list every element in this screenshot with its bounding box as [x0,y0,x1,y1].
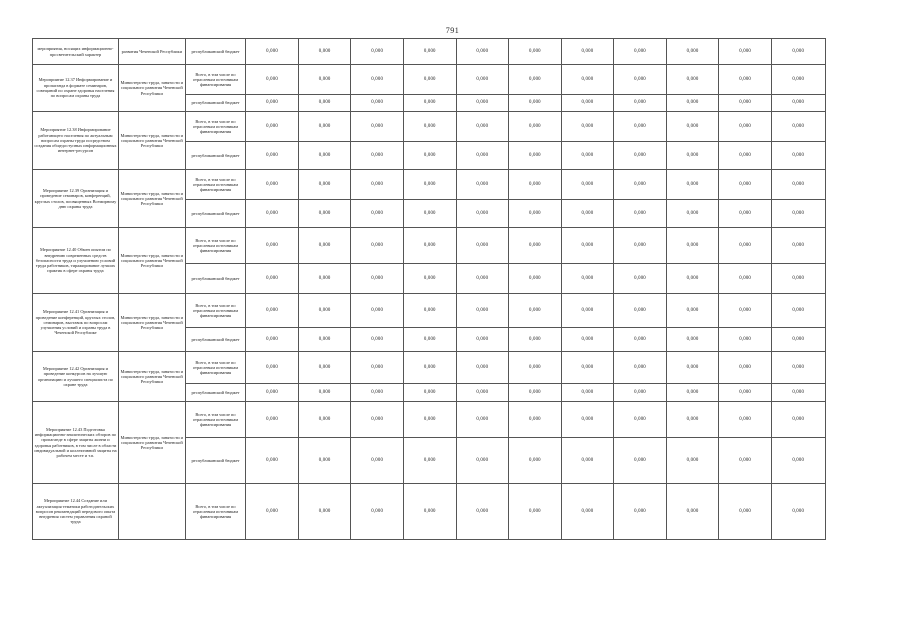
value-cell: 0,000 [561,484,614,540]
value-cell: 0,000 [561,328,614,352]
value-cell: 0,000 [351,39,404,65]
value-cell: 0,000 [298,112,351,142]
value-cell: 0,000 [614,294,667,328]
value-cell: 0,000 [246,228,299,264]
value-cell: 0,000 [351,95,404,112]
value-cell: 0,000 [246,402,299,438]
value-cell: 0,000 [666,352,719,384]
table-row [33,352,860,384]
value-cell: 0,000 [771,39,825,65]
table-row [33,402,860,438]
value-cell: 0,000 [614,170,667,200]
value-cell: 0,000 [771,384,825,402]
value-cell: 0,000 [719,65,772,95]
value-cell: 0,000 [246,352,299,384]
value-cell: 0,000 [666,384,719,402]
funding-source-cell: Всего, в том числе по отраслевым источникам финансирования [185,65,246,95]
value-cell: 0,000 [666,438,719,484]
value-cell: 0,000 [298,228,351,264]
value-cell: 0,000 [246,484,299,540]
value-cell: 0,000 [771,95,825,112]
value-cell: 0,000 [666,200,719,228]
executor-cell: Министерство труда, занятости и социального развития Чеченской Республики [118,352,185,402]
value-cell: 0,000 [298,142,351,170]
funding-source-cell: республиканский бюджет [185,95,246,112]
table-row [33,112,860,142]
value-cell: 0,000 [403,228,456,264]
value-cell: 0,000 [719,352,772,384]
value-cell: 0,000 [561,112,614,142]
value-cell: 0,000 [666,142,719,170]
value-cell: 0,000 [509,384,562,402]
value-cell: 0,000 [246,264,299,294]
value-cell: 0,000 [456,484,509,540]
value-cell: 0,000 [351,294,404,328]
value-cell: 0,000 [403,352,456,384]
value-cell: 0,000 [403,200,456,228]
value-cell: 0,000 [246,438,299,484]
funding-source-cell: республиканский бюджет [185,438,246,484]
value-cell: 0,000 [298,352,351,384]
measure-name-cell: Мероприятие 12.44 Создание или актуализация тематики работодательских вопросов рекомендаций передового опыта внедрения систем управления охраной труда [33,484,119,540]
funding-source-cell: республиканский бюджет [185,200,246,228]
table-row [33,228,860,264]
value-cell: 0,000 [719,484,772,540]
value-cell: 0,000 [351,484,404,540]
value-cell: 0,000 [561,438,614,484]
value-cell: 0,000 [246,142,299,170]
value-cell: 0,000 [719,142,772,170]
value-cell: 0,000 [456,65,509,95]
value-cell: 0,000 [561,39,614,65]
value-cell: 0,000 [351,352,404,384]
value-cell: 0,000 [561,142,614,170]
table-row [33,484,860,540]
funding-table [32,38,860,540]
table-row [33,39,860,65]
value-cell: 0,000 [456,328,509,352]
value-cell: 0,000 [666,39,719,65]
value-cell: 0,000 [719,384,772,402]
value-cell: 0,000 [614,484,667,540]
table-row [33,294,860,328]
value-cell: 0,000 [719,112,772,142]
value-cell: 0,000 [509,294,562,328]
value-cell: 0,000 [298,438,351,484]
measure-name-cell: Мероприятие 12.38 Информирование работающего населения по актуальным вопросам охраны труда посредством создания общедоступных информационных интернет-ресурсов [33,112,119,170]
value-cell: 0,000 [351,142,404,170]
executor-cell: Министерство труда, занятости и социального развития Чеченской Республики [118,294,185,352]
funding-source-cell: Всего, в том числе по отраслевым источникам финансирования [185,228,246,264]
measure-name-cell: Мероприятие 12.37 Информирование и пропаганда в формате семинаров, совещаний по охране здоровья населения по вопросам охраны труда [33,65,119,112]
value-cell: 0,000 [403,39,456,65]
value-cell: 0,000 [666,328,719,352]
value-cell: 0,000 [509,438,562,484]
value-cell: 0,000 [509,328,562,352]
funding-source-cell: Всего, в том числе по отраслевым источникам финансирования [185,484,246,540]
value-cell: 0,000 [666,112,719,142]
value-cell: 0,000 [614,384,667,402]
measure-name-cell: Мероприятие 12.39 Организация и проведение семинаров, конференций, круглых столов, посвященных Всемирному дню охраны труда [33,170,119,228]
executor-cell: развития Чеченской Республики [118,39,185,65]
value-cell: 0,000 [561,228,614,264]
value-cell: 0,000 [351,402,404,438]
value-cell: 0,000 [509,228,562,264]
value-cell: 0,000 [456,438,509,484]
value-cell: 0,000 [509,112,562,142]
value-cell: 0,000 [771,142,825,170]
funding-table-wrapper [32,38,860,570]
page-number: 791 [445,26,460,35]
value-cell: 0,000 [246,200,299,228]
value-cell: 0,000 [351,170,404,200]
value-cell: 0,000 [666,264,719,294]
value-cell: 0,000 [298,264,351,294]
value-cell: 0,000 [561,200,614,228]
value-cell: 0,000 [771,402,825,438]
executor-cell: Министерство труда, занятости и социального развития Чеченской Республики [118,402,185,484]
value-cell: 0,000 [719,228,772,264]
measure-name-cell: Мероприятие 12.43 Подготовка информационно-аналитических обзоров по пропаганде в сфере защиты жизни и здоровья работников, в том числе в области индивидуальной и коллективной защиты на рабочем месте и т.п. [33,402,119,484]
value-cell: 0,000 [614,228,667,264]
executor-cell: Министерство труда, занятости и социального развития Чеченской Республики [118,228,185,294]
value-cell: 0,000 [561,65,614,95]
value-cell: 0,000 [561,170,614,200]
funding-source-cell: республиканский бюджет [185,328,246,352]
value-cell: 0,000 [246,95,299,112]
value-cell: 0,000 [403,484,456,540]
value-cell: 0,000 [298,170,351,200]
value-cell: 0,000 [403,384,456,402]
value-cell: 0,000 [771,112,825,142]
value-cell: 0,000 [719,95,772,112]
value-cell: 0,000 [666,228,719,264]
value-cell: 0,000 [246,384,299,402]
executor-cell: Министерство труда, занятости и социального развития Чеченской Республики [118,112,185,170]
value-cell: 0,000 [351,200,404,228]
value-cell: 0,000 [614,402,667,438]
value-cell: 0,000 [298,65,351,95]
measure-name-cell: Мероприятие 12.42 Организация и проведение конкурсов на лучшую организацию и лучшего специалиста по охране труда [33,352,119,402]
value-cell: 0,000 [771,228,825,264]
measure-name-cell: Мероприятие 12.40 Обмен опытом по внедрению современных средств безопасности труда и улучшению условий труда работников, тиражирование лучших практик в сфере охраны труда [33,228,119,294]
value-cell: 0,000 [666,402,719,438]
executor-cell [118,484,185,540]
measure-name-cell: Мероприятие 12.41 Организация и проведение конференций, круглых столов, семинаров, выставок по вопросам улучшения условий и охраны труда в Чеченской Республике [33,294,119,352]
value-cell: 0,000 [614,112,667,142]
table-row [33,65,860,95]
value-cell: 0,000 [614,264,667,294]
value-cell: 0,000 [298,328,351,352]
value-cell: 0,000 [666,484,719,540]
value-cell: 0,000 [351,228,404,264]
value-cell: 0,000 [509,142,562,170]
value-cell: 0,000 [351,65,404,95]
funding-source-cell: республиканский бюджет [185,384,246,402]
value-cell: 0,000 [298,384,351,402]
value-cell: 0,000 [509,65,562,95]
value-cell: 0,000 [298,39,351,65]
value-cell: 0,000 [719,438,772,484]
value-cell: 0,000 [561,95,614,112]
value-cell: 0,000 [298,402,351,438]
value-cell: 0,000 [403,170,456,200]
value-cell: 0,000 [351,438,404,484]
value-cell: 0,000 [614,142,667,170]
value-cell: 0,000 [298,484,351,540]
value-cell: 0,000 [614,328,667,352]
measure-name-cell: мероприятия, носящих информационно-просветительский характер [33,39,119,65]
value-cell: 0,000 [298,200,351,228]
executor-cell: Министерство труда, занятости и социального развития Чеченской Республики [118,65,185,112]
value-cell: 0,000 [456,95,509,112]
value-cell: 0,000 [509,402,562,438]
value-cell: 0,000 [719,402,772,438]
value-cell: 0,000 [403,328,456,352]
value-cell: 0,000 [614,95,667,112]
value-cell: 0,000 [246,39,299,65]
value-cell: 0,000 [403,112,456,142]
value-cell: 0,000 [561,402,614,438]
value-cell: 0,000 [403,402,456,438]
value-cell: 0,000 [456,384,509,402]
value-cell: 0,000 [403,65,456,95]
value-cell: 0,000 [771,170,825,200]
value-cell: 0,000 [771,294,825,328]
value-cell: 0,000 [351,264,404,294]
value-cell: 0,000 [351,384,404,402]
value-cell: 0,000 [403,264,456,294]
value-cell: 0,000 [509,264,562,294]
value-cell: 0,000 [246,294,299,328]
value-cell: 0,000 [614,352,667,384]
page-cut-fade [32,562,860,572]
value-cell: 0,000 [771,200,825,228]
value-cell: 0,000 [561,264,614,294]
value-cell: 0,000 [719,39,772,65]
value-cell: 0,000 [771,264,825,294]
value-cell: 0,000 [719,170,772,200]
value-cell: 0,000 [614,39,667,65]
value-cell: 0,000 [246,65,299,95]
value-cell: 0,000 [719,200,772,228]
funding-source-cell: республиканский бюджет [185,39,246,65]
value-cell: 0,000 [456,39,509,65]
value-cell: 0,000 [509,95,562,112]
value-cell: 0,000 [456,200,509,228]
value-cell: 0,000 [719,328,772,352]
value-cell: 0,000 [561,294,614,328]
funding-source-cell: Всего, в том числе по отраслевым источникам финансирования [185,402,246,438]
value-cell: 0,000 [456,170,509,200]
value-cell: 0,000 [456,352,509,384]
table-body [33,39,860,540]
funding-source-cell: республиканский бюджет [185,264,246,294]
value-cell: 0,000 [509,484,562,540]
value-cell: 0,000 [509,39,562,65]
funding-source-cell: Всего, в том числе по отраслевым источникам финансирования [185,352,246,384]
value-cell: 0,000 [509,200,562,228]
value-cell: 0,000 [666,170,719,200]
value-cell: 0,000 [456,228,509,264]
value-cell: 0,000 [403,294,456,328]
value-cell: 0,000 [456,402,509,438]
funding-source-cell: Всего, в том числе по отраслевым источникам финансирования [185,294,246,328]
value-cell: 0,000 [246,112,299,142]
funding-source-cell: республиканский бюджет [185,142,246,170]
value-cell: 0,000 [771,484,825,540]
value-cell: 0,000 [403,438,456,484]
funding-source-cell: Всего, в том числе по отраслевым источникам финансирования [185,170,246,200]
value-cell: 0,000 [246,328,299,352]
value-cell: 0,000 [509,352,562,384]
value-cell: 0,000 [351,328,404,352]
value-cell: 0,000 [456,264,509,294]
value-cell: 0,000 [771,65,825,95]
value-cell: 0,000 [666,65,719,95]
value-cell: 0,000 [719,264,772,294]
value-cell: 0,000 [403,95,456,112]
value-cell: 0,000 [403,142,456,170]
value-cell: 0,000 [456,142,509,170]
value-cell: 0,000 [561,352,614,384]
value-cell: 0,000 [614,438,667,484]
value-cell: 0,000 [771,438,825,484]
value-cell: 0,000 [666,294,719,328]
value-cell: 0,000 [561,384,614,402]
value-cell: 0,000 [298,95,351,112]
value-cell: 0,000 [298,294,351,328]
value-cell: 0,000 [666,95,719,112]
value-cell: 0,000 [456,294,509,328]
table-row [33,170,860,200]
value-cell: 0,000 [614,65,667,95]
value-cell: 0,000 [351,112,404,142]
value-cell: 0,000 [246,170,299,200]
funding-source-cell: Всего, в том числе по отраслевым источникам финансирования [185,112,246,142]
value-cell: 0,000 [771,328,825,352]
value-cell: 0,000 [509,170,562,200]
value-cell: 0,000 [456,112,509,142]
value-cell: 0,000 [771,352,825,384]
executor-cell: Министерство труда, занятости и социального развития Чеченской Республики [118,170,185,228]
value-cell: 0,000 [719,294,772,328]
value-cell: 0,000 [614,200,667,228]
